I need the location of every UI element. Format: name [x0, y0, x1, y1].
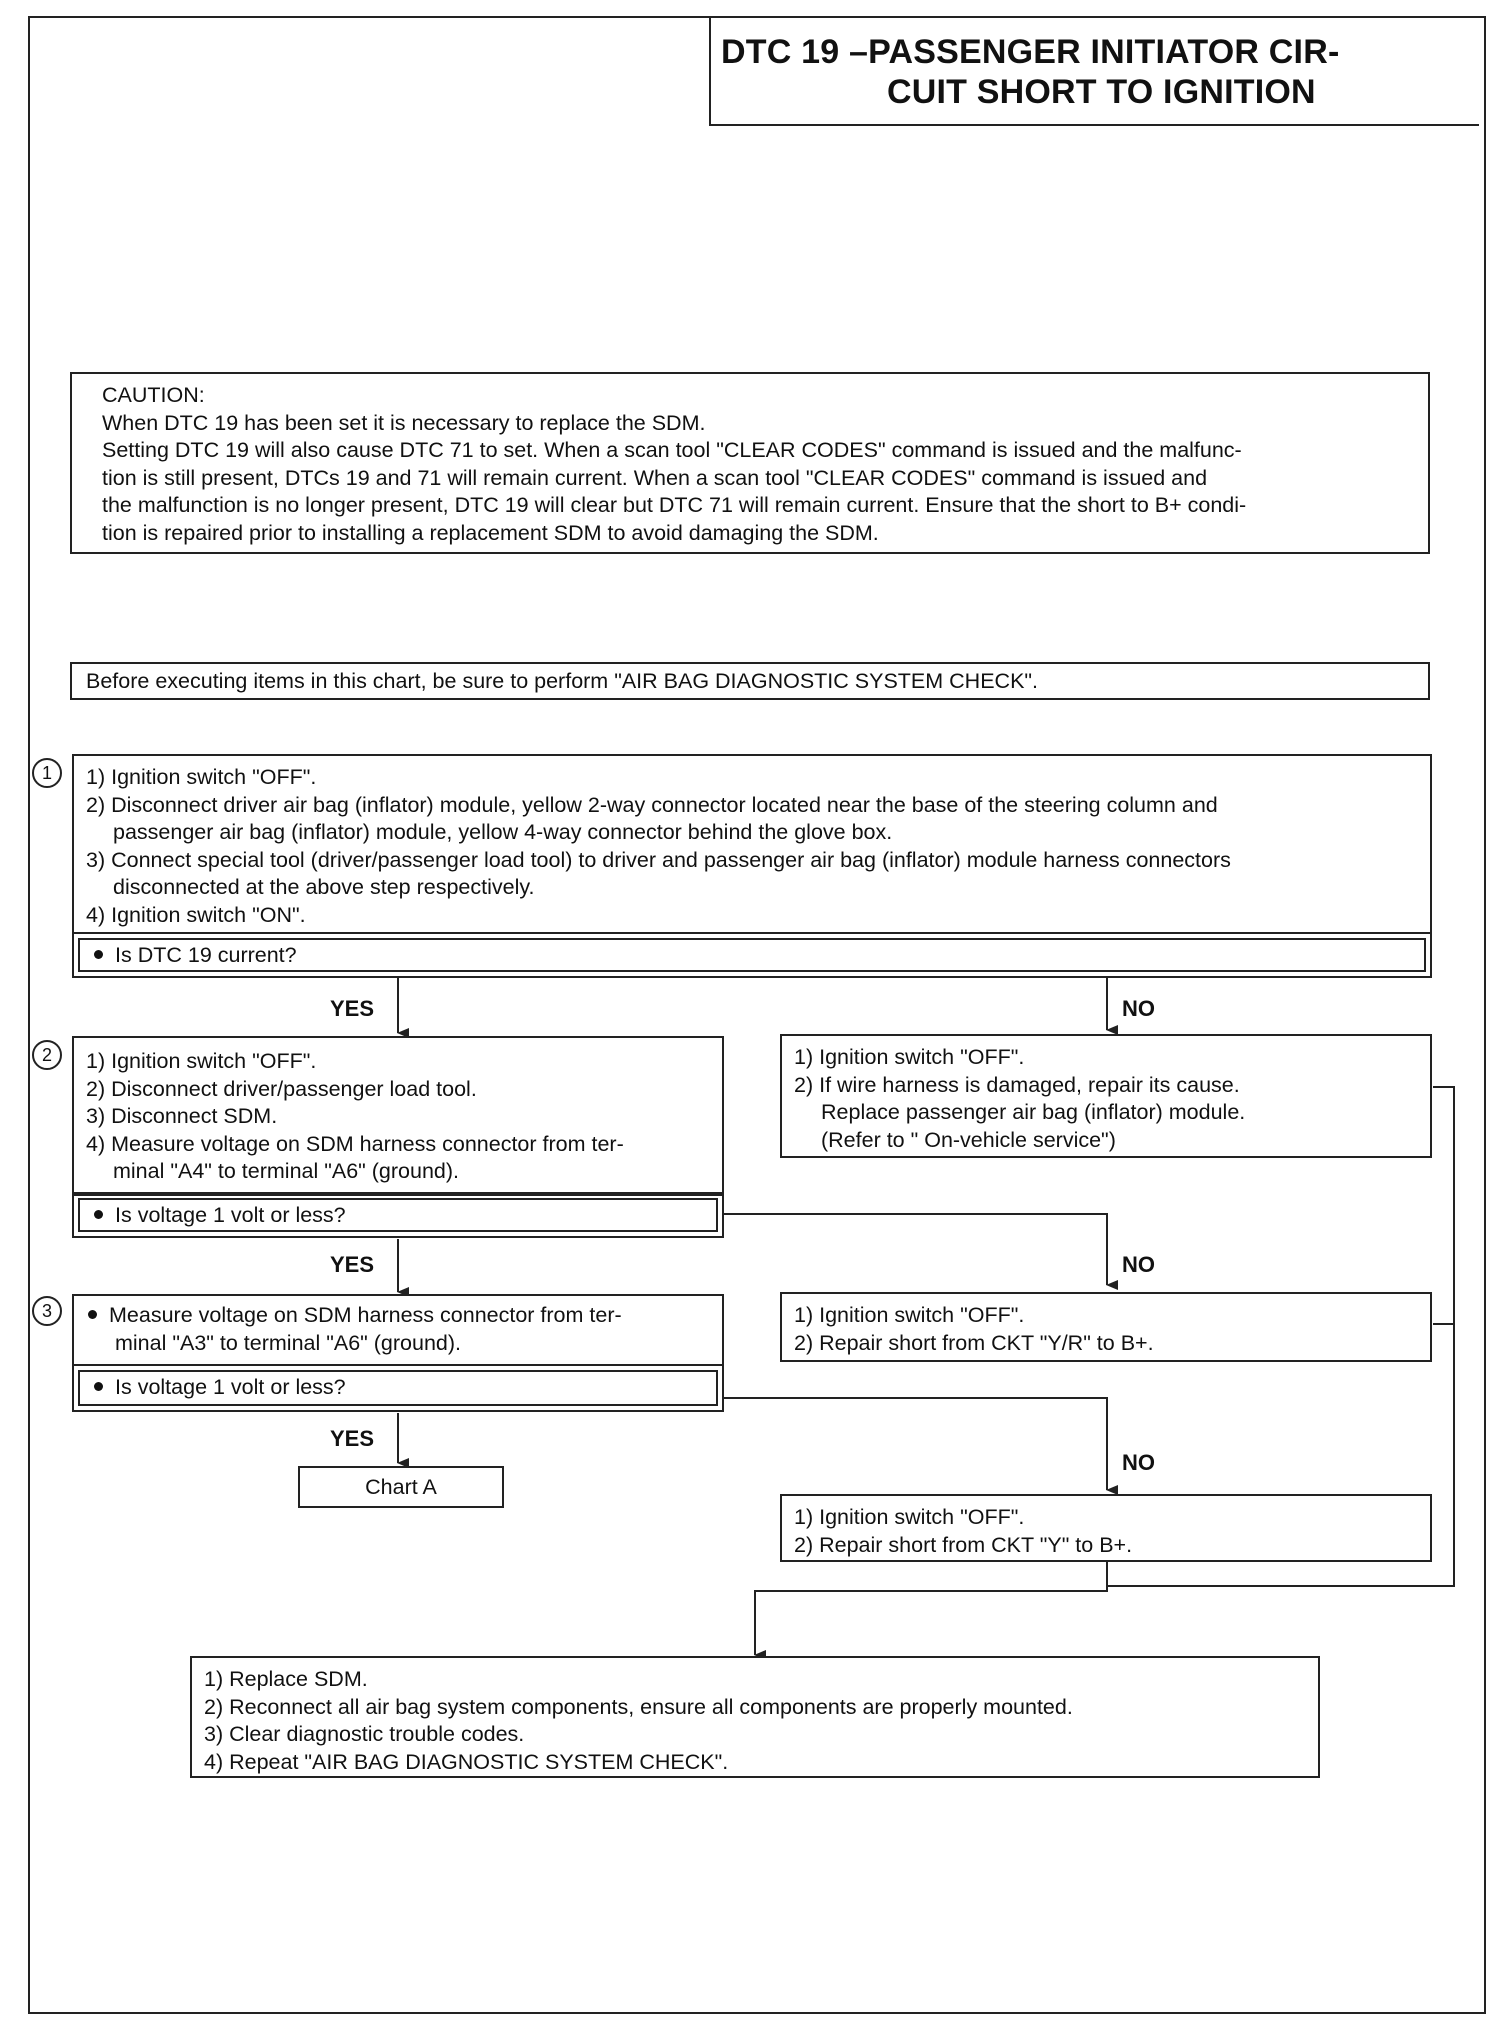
no2-line: 2) Repair short from CKT "Y/R" to B+. [794, 1330, 1154, 1355]
no1-line: 2) If wire harness is damaged, repair its cause. [794, 1072, 1240, 1097]
step1-line: 4) Ignition switch "ON". [86, 902, 306, 927]
step2-line: minal "A4" to terminal "A6" (ground). [113, 1159, 460, 1183]
step2-line: 2) Disconnect driver/passenger load tool. [86, 1076, 477, 1101]
step1-yes-label: YES [330, 996, 375, 1021]
title-line-1: DTC 19 –PASSENGER INITIATOR CIR- [721, 33, 1340, 71]
caution-box [70, 372, 1430, 554]
no2-box [780, 1292, 1432, 1362]
final-line: 2) Reconnect all air bag system components, ensure all components are properly mounted. [204, 1694, 1073, 1719]
final-line: 3) Clear diagnostic trouble codes. [204, 1722, 525, 1746]
page-title [709, 16, 1479, 126]
step2-yes-label: YES [330, 1252, 375, 1277]
step2-question-box [72, 1192, 724, 1238]
step2-line: 3) Disconnect SDM. [86, 1104, 278, 1128]
no1-line: (Refer to " On-vehicle service") [821, 1127, 1116, 1152]
caution-line: Setting DTC 19 will also cause DTC 71 to set. When a scan tool "CLEAR CODES" command is issued and the malfunc- [102, 438, 1242, 462]
no3-line: 2) Repair short from CKT "Y" to B+. [794, 1532, 1133, 1557]
step-number-1: 1 [32, 758, 62, 788]
step3-question-box [72, 1364, 724, 1412]
step1-no-label: NO [1122, 996, 1155, 1021]
step2-line: 1) Ignition switch "OFF". [86, 1049, 317, 1073]
bullet-icon [94, 950, 103, 959]
step3-box [72, 1294, 724, 1366]
bullet-icon [94, 1210, 103, 1219]
caution-line: the malfunction is no longer present, DTC 19 will clear but DTC 71 will remain current. Ensure that the short to B+ condi- [102, 493, 1247, 517]
step1-question-box [72, 932, 1432, 978]
no3-line: 1) Ignition switch "OFF". [794, 1505, 1025, 1529]
step1-line: passenger air bag (inflator) module, yellow 4-way connector behind the glove box. [113, 820, 893, 844]
precheck-text: Before executing items in this chart, be sure to perform "AIR BAG DIAGNOSTIC SYSTEM CHECK". [86, 669, 1039, 693]
step-number-2: 2 [32, 1040, 62, 1070]
step3-question: Is voltage 1 volt or less? [115, 1375, 346, 1399]
no2-line: 1) Ignition switch "OFF". [794, 1303, 1025, 1327]
step3-no-label: NO [1122, 1450, 1155, 1475]
step-number-3: 3 [32, 1296, 62, 1326]
caution-line: tion is repaired prior to installing a replacement SDM to avoid damaging the SDM. [102, 520, 879, 545]
step3-line: Measure voltage on SDM harness connector from ter- [88, 1302, 722, 1330]
precheck-box [70, 662, 1430, 700]
final-box [190, 1656, 1320, 1778]
caution-line: When DTC 19 has been set it is necessary to replace the SDM. [102, 410, 706, 435]
bullet-icon [94, 1382, 103, 1391]
step1-question: Is DTC 19 current? [115, 943, 297, 967]
step1-line: 3) Connect special tool (driver/passenger load tool) to driver and passenger air bag (inflator) module harness connectors [86, 847, 1231, 872]
step2-box [72, 1036, 724, 1196]
chart-a-label: Chart A [365, 1475, 437, 1499]
arrow-step3-no [722, 1398, 1107, 1490]
no1-line: Replace passenger air bag (inflator) module. [821, 1100, 1246, 1124]
step3-yes-label: YES [330, 1426, 375, 1451]
final-line: 4) Repeat "AIR BAG DIAGNOSTIC SYSTEM CHECK". [204, 1749, 729, 1774]
caution-line: tion is still present, DTCs 19 and 71 will remain current. When a scan tool "CLEAR CODES" command is issued and [102, 465, 1208, 490]
step1-line: 1) Ignition switch "OFF". [86, 765, 317, 789]
step2-no-label: NO [1122, 1252, 1155, 1277]
caution-heading: CAUTION: [102, 383, 205, 407]
step1-box [72, 754, 1432, 934]
step2-line: 4) Measure voltage on SDM harness connector from ter- [86, 1131, 624, 1156]
no1-box [780, 1034, 1432, 1158]
arrow-step2-no [722, 1214, 1107, 1285]
arrow-to-final [755, 1560, 1107, 1655]
step1-line: disconnected at the above step respectively. [113, 875, 535, 899]
final-line: 1) Replace SDM. [204, 1667, 368, 1691]
step1-line: 2) Disconnect driver air bag (inflator) module, yellow 2-way connector located near the base of the steering column and [86, 792, 1218, 817]
title-line-2: CUIT SHORT TO IGNITION [887, 73, 1316, 111]
no3-box [780, 1494, 1432, 1562]
chart-a-box [298, 1466, 504, 1508]
step3-line: minal "A3" to terminal "A6" (ground). [115, 1330, 462, 1355]
bullet-icon [88, 1310, 97, 1319]
no1-line: 1) Ignition switch "OFF". [794, 1045, 1025, 1069]
step2-question: Is voltage 1 volt or less? [115, 1203, 346, 1227]
